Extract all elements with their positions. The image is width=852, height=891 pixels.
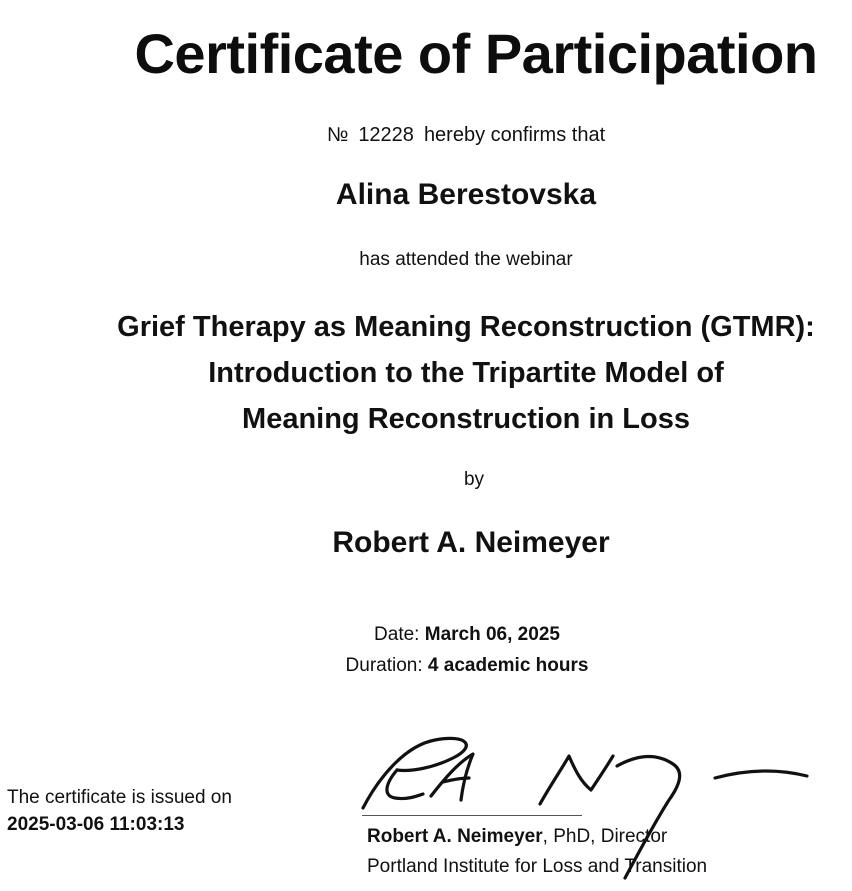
webinar-title-line: Introduction to the Tripartite Model of	[208, 357, 724, 389]
webinar-title-line: Grief Therapy as Meaning Reconstruction (GTMR):	[117, 311, 815, 343]
webinar-title-line: Meaning Reconstruction in Loss	[242, 403, 690, 435]
date-value: March 06, 2025	[424, 624, 560, 645]
duration-label: Duration:	[345, 655, 423, 676]
certificate-number: 12228	[358, 124, 414, 146]
webinar-title	[0, 304, 852, 442]
issued-timestamp: 2025-03-06 11:03:13	[7, 814, 185, 835]
signatory-name: Robert A. Neimeyer	[367, 826, 543, 847]
certificate-number-line	[0, 122, 852, 148]
date-label: Date:	[374, 624, 420, 645]
by-text: by	[463, 469, 485, 490]
recipient-name: Alina Berestovska	[335, 178, 597, 211]
signatory-organization: Portland Institute for Loss and Transition	[367, 856, 708, 877]
number-symbol: №	[326, 124, 349, 146]
attended-text: has attended the webinar	[359, 249, 573, 270]
date-row	[0, 619, 852, 650]
signatory-block	[367, 822, 707, 882]
signatory-name-row	[367, 822, 707, 852]
signatory-credentials: , PhD, Director	[542, 826, 668, 847]
certificate-title: Certificate of Participation	[134, 22, 818, 85]
event-details	[0, 619, 852, 681]
duration-value: 4 academic hours	[427, 655, 589, 676]
duration-row	[0, 650, 852, 681]
issued-label: The certificate is issued on	[7, 787, 232, 808]
speaker-name: Robert A. Neimeyer	[332, 526, 610, 559]
issuance-block	[7, 784, 232, 838]
confirms-text: hereby confirms that	[423, 124, 606, 146]
